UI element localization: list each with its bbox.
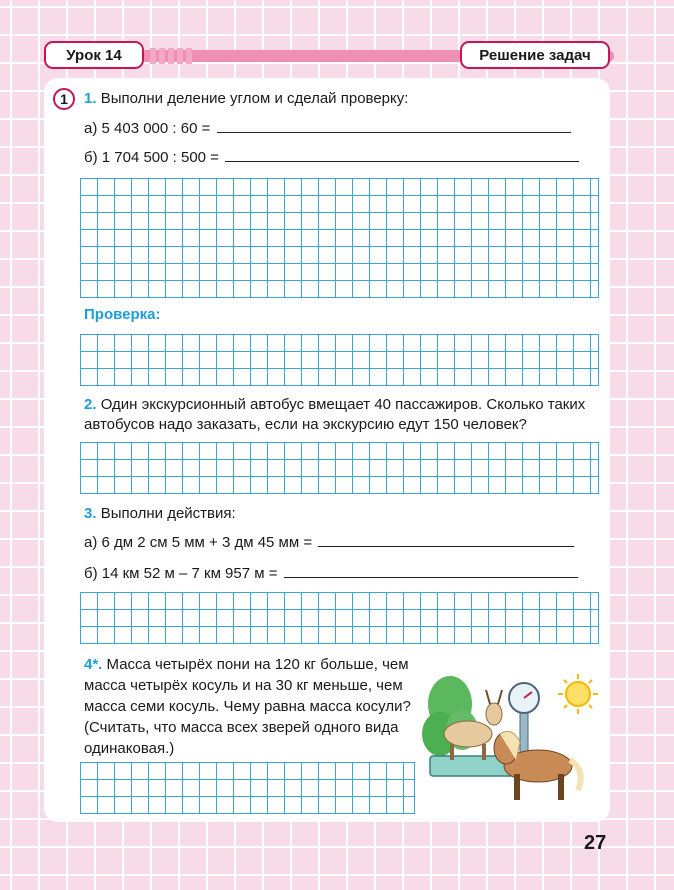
header-dashes bbox=[150, 48, 192, 64]
lesson-label: Урок 14 bbox=[44, 41, 144, 69]
section-badge: 1 bbox=[53, 88, 75, 110]
task3-b-answer-line[interactable] bbox=[284, 563, 578, 578]
task2-work-grid[interactable] bbox=[80, 442, 599, 494]
task3-heading bbox=[84, 503, 236, 525]
pony-icon bbox=[494, 731, 581, 800]
task1-instruction: Выполни деление углом и сделай проверку: bbox=[100, 90, 409, 107]
task1-b bbox=[84, 147, 579, 169]
task1-work-grid[interactable] bbox=[80, 178, 599, 298]
task4-text-1: Масса четырёх пони на 120 кг больше, чем bbox=[106, 656, 409, 673]
task2-number: 2. bbox=[84, 396, 97, 413]
task4-line4: (Считать, что масса всех зверей одного вида bbox=[84, 719, 399, 736]
task1-a bbox=[84, 118, 571, 140]
task4-line3: масса семи косуль. Чему равна масса косули? bbox=[84, 698, 411, 715]
task2-text-1: Один экскурсионный автобус вмещает 40 пассажиров. Сколько таких bbox=[100, 396, 586, 413]
task3-instruction: Выполни действия: bbox=[100, 505, 236, 522]
task2-line1 bbox=[84, 394, 585, 416]
task3-number: 3. bbox=[84, 505, 97, 522]
check-label: Проверка: bbox=[84, 306, 161, 323]
topic-label: Решение задач bbox=[460, 41, 610, 69]
task4-work-grid[interactable] bbox=[80, 762, 415, 814]
task1-b-expression: б) 1 704 500 : 500 = bbox=[84, 149, 219, 166]
task1-number: 1. bbox=[84, 90, 97, 107]
check-work-grid[interactable] bbox=[80, 334, 599, 386]
task1-a-answer-line[interactable] bbox=[217, 118, 571, 133]
task3-a-answer-line[interactable] bbox=[318, 532, 574, 547]
task1-b-answer-line[interactable] bbox=[225, 147, 579, 162]
task4-line1 bbox=[84, 654, 409, 676]
task3-b-expression: б) 14 км 52 м – 7 км 957 м = bbox=[84, 565, 278, 582]
task3-b bbox=[84, 563, 578, 585]
task3-a bbox=[84, 532, 574, 554]
sun-icon bbox=[558, 674, 598, 714]
task4-line5: одинаковая.) bbox=[84, 740, 175, 757]
task1-a-expression: а) 5 403 000 : 60 = bbox=[84, 120, 211, 137]
task4-line2: масса четырёх косуль и на 30 кг меньше, чем bbox=[84, 677, 403, 694]
task3-a-expression: а) 6 дм 2 см 5 мм + 3 дм 45 мм = bbox=[84, 534, 313, 551]
task2-line2: автобусов надо заказать, если на экскурсию едут 150 человек? bbox=[84, 416, 527, 433]
task3-work-grid[interactable] bbox=[80, 592, 599, 644]
animals-on-scale-illustration bbox=[420, 664, 604, 808]
page-number: 27 bbox=[584, 832, 607, 854]
task4-number: 4*. bbox=[84, 656, 103, 673]
task1-heading bbox=[84, 88, 408, 110]
